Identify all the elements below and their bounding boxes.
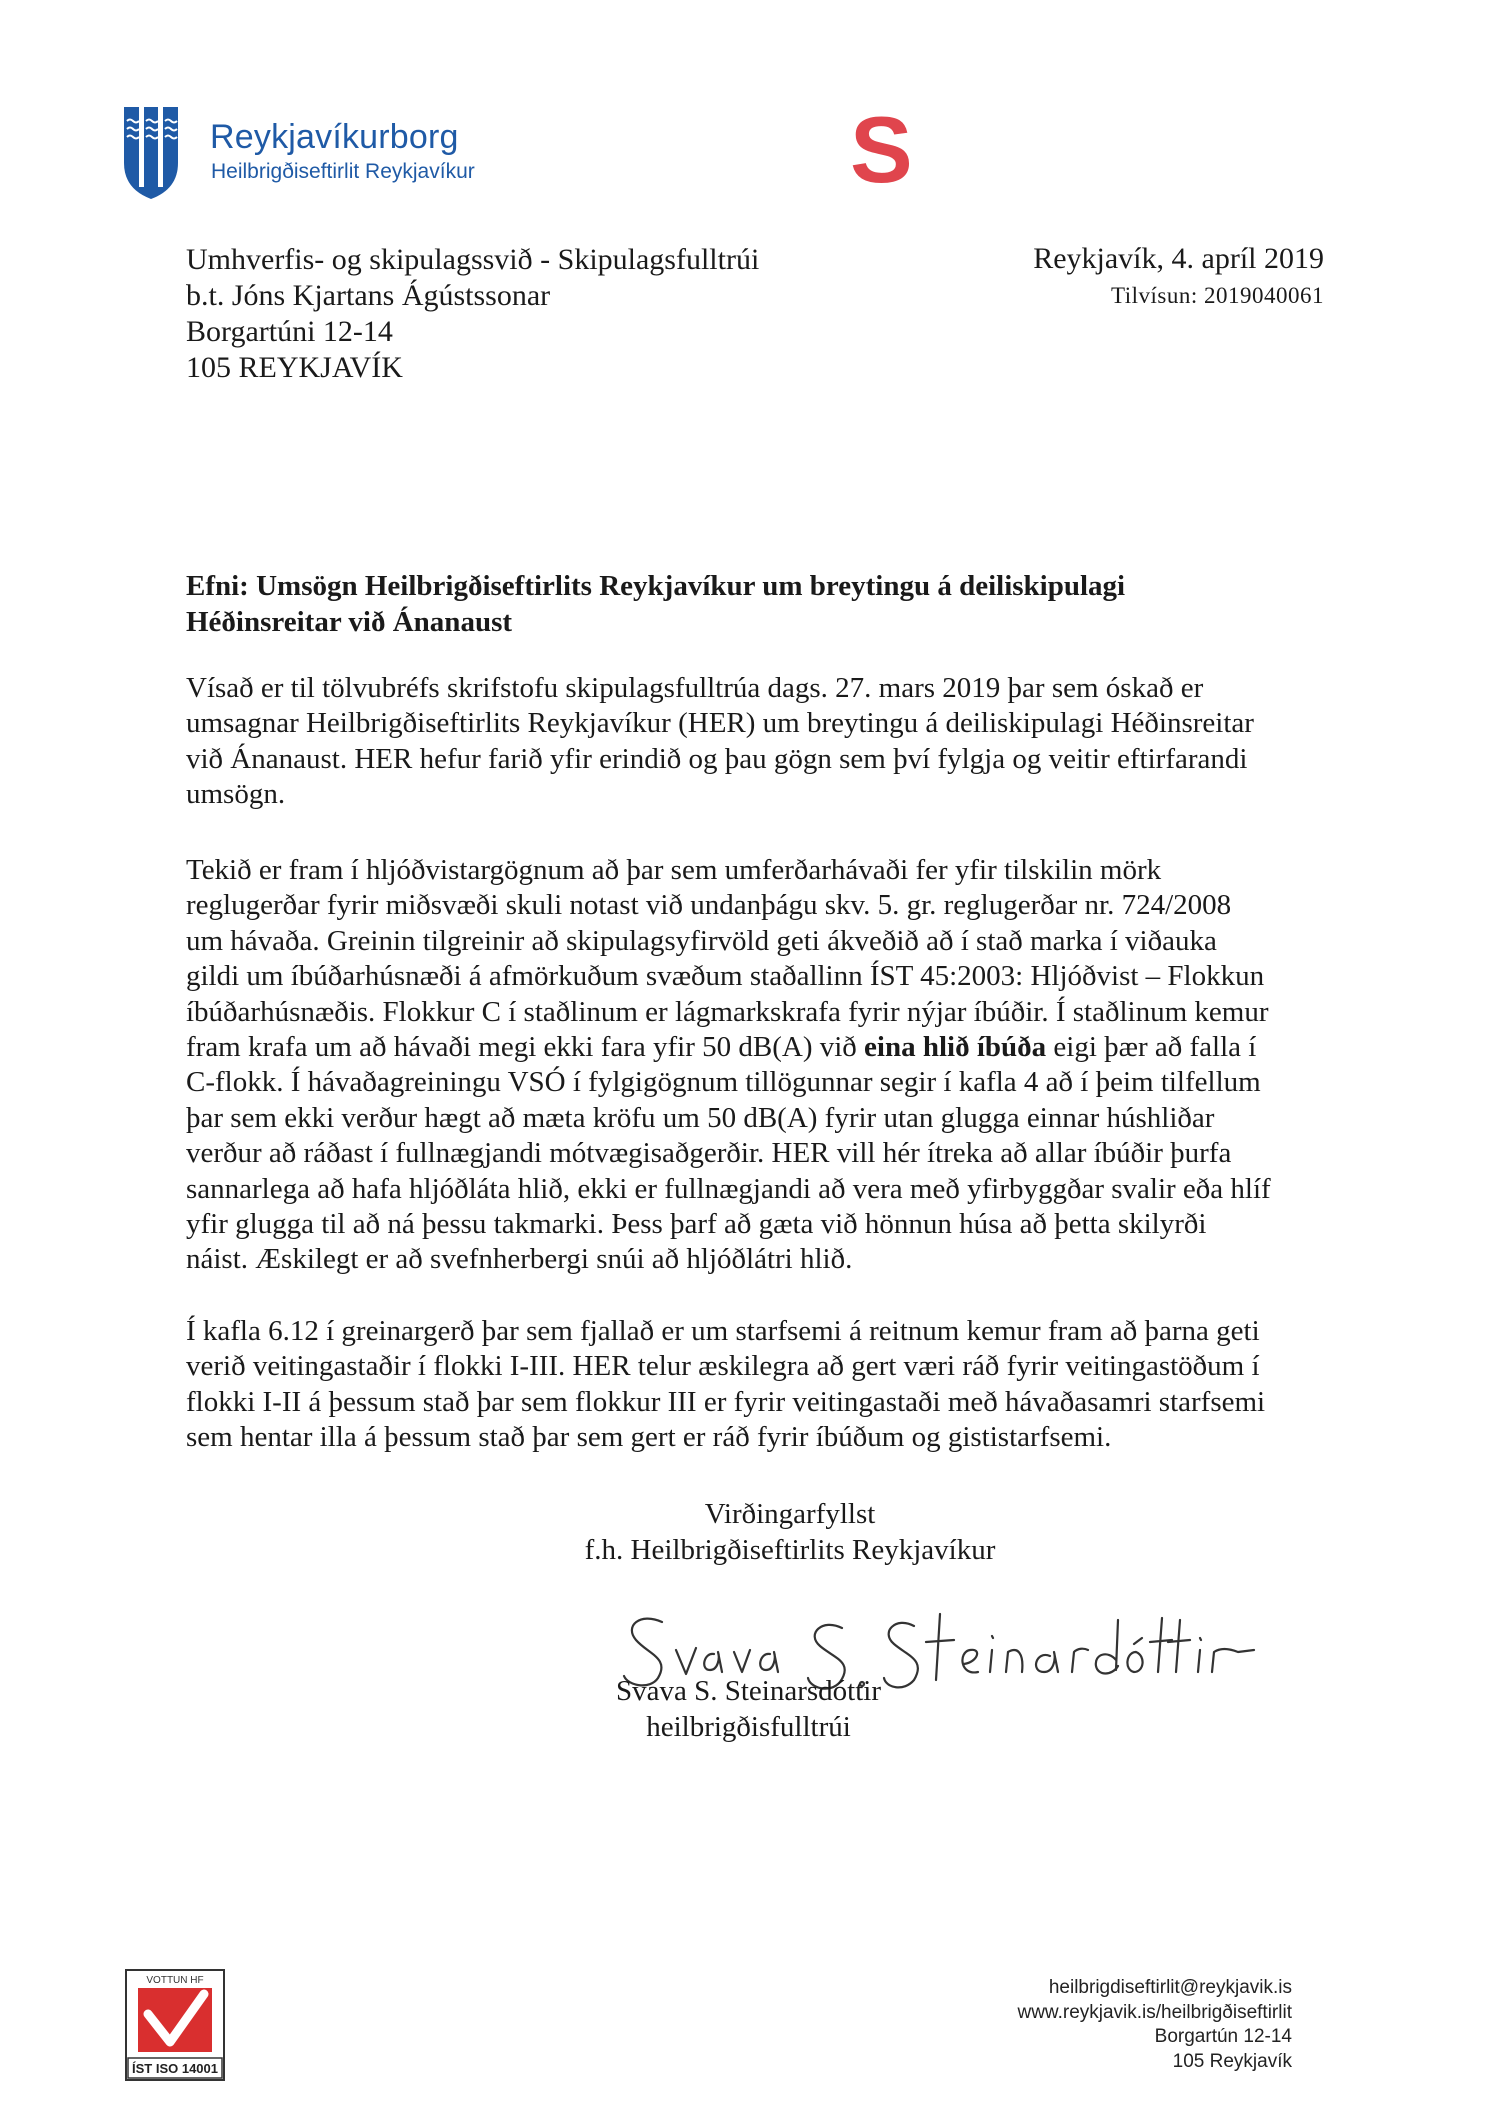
- signatory-name: Svava S. Steinarsdóttir: [616, 1675, 882, 1707]
- paragraph-text: fram krafa um að hávaði megi ekki fara yfir 50 dB(A) við: [186, 1031, 865, 1064]
- organization-subtitle: Heilbrigðiseftirlit Reykjavíkur: [211, 160, 475, 183]
- paragraph-line: við Ánanaust. HER hefur farið yfir erindið og þau gögn sem því fylgja og veitir eftirfarandi: [186, 742, 1248, 775]
- footer-email[interactable]: heilbrigdiseftirlit@reykjavik.is: [1048, 1977, 1292, 1998]
- paragraph-line: reglugerðar fyrir miðsvæði skuli notast við undanþágu skv. 5. gr. reglugerðar nr. 724/2008: [186, 889, 1232, 922]
- letter-date: Reykjavík, 4. apríl 2019: [1033, 242, 1324, 275]
- paragraph-line-with-emphasis: [186, 1030, 1326, 1065]
- reference-number: Tilvísun: 2019040061: [1110, 283, 1324, 308]
- footer-contact: [1017, 1976, 1292, 2074]
- body-paragraph-2: [186, 853, 1326, 1278]
- paragraph-line: yfir glugga til að ná þessu takmarki. Þess þarf að gæta við hönnun húsa að þetta skilyrði: [186, 1208, 1207, 1241]
- paragraph-line: Í kafla 6.12 í greinargerð þar sem fjallað er um starfsemi á reitnum kemur fram að þarna geti: [186, 1315, 1260, 1347]
- body-paragraph-3: [186, 1314, 1326, 1456]
- paragraph-line: umsagnar Heilbrigðiseftirlits Reykjavíkur (HER) um breytingu á deiliskipulagi Héðinsreitar: [186, 707, 1254, 740]
- subject-line: Héðinsreitar við Ánanaust: [186, 606, 513, 638]
- certification-top-text: VOTTUN HF: [146, 1975, 204, 1986]
- body-paragraph-1: [186, 671, 1326, 813]
- paragraph-text: eigi þær að falla í: [1046, 1031, 1257, 1064]
- paragraph-line: sem hentar illa á þessum stað þar sem gert er ráð fyrir íbúðum og gististarfsemi.: [186, 1421, 1112, 1454]
- iso-certification-badge-icon: [124, 1968, 226, 2082]
- signatory-block: [616, 1673, 881, 1745]
- paragraph-line: gildi um íbúðarhúsnæði á afmörkuðum svæðum staðallinn ÍST 45:2003: Hljóðvist – Flokkun: [186, 960, 1265, 993]
- s-stamp-mark: S: [850, 97, 913, 202]
- recipient-address: [186, 242, 759, 386]
- closing-line: f.h. Heilbrigðiseftirlits Reykjavíkur: [584, 1534, 996, 1566]
- recipient-line: Umhverfis- og skipulagssvið - Skipulagsfulltrúi: [186, 243, 760, 276]
- paragraph-line: umsögn.: [186, 778, 286, 811]
- paragraph-line: flokki I-II á þessum stað þar sem flokkur III er fyrir veitingastaði með hávaðasamri starfsemi: [186, 1385, 1266, 1418]
- footer-street: Borgartún 12-14: [1154, 2026, 1292, 2047]
- signatory-title: heilbrigðisfulltrúi: [646, 1711, 851, 1743]
- paragraph-line: íbúðarhúsnæðis. Flokkur C í staðlinum er lágmarkskrafa fyrir nýjar íbúðir. Í staðlinum kemur: [186, 995, 1269, 1028]
- footer-city: 105 Reykjavík: [1172, 2050, 1292, 2072]
- paragraph-line: sannarlega að hafa hljóðláta hlið, ekki er fullnægjandi að vera með yfirbyggðar svalir eða hlíf: [186, 1172, 1271, 1205]
- paragraph-line: Tekið er fram í hljóðvistargögnum að þar sem umferðarhávaði fer yfir tilskilin mörk: [186, 854, 1162, 886]
- organization-name: Reykjavíkurborg: [210, 118, 459, 156]
- closing: [540, 1496, 1040, 1568]
- subject-line: Efni: Umsögn Heilbrigðiseftirlits Reykjavíkur um breytingu á deiliskipulagi: [186, 570, 1126, 602]
- paragraph-line: náist. Æskilegt er að svefnherbergi snúi að hljóðlátri hlið.: [186, 1243, 853, 1276]
- paragraph-line: verður að ráðast í fullnægjandi mótvægisaðgerðir. HER vill hér ítreka að allar íbúðir þurfa: [186, 1137, 1232, 1170]
- recipient-line: b.t. Jóns Kjartans Ágústssonar: [186, 279, 551, 312]
- recipient-line: Borgartúni 12-14: [186, 315, 393, 348]
- paragraph-line: þar sem ekki verður hægt að mæta kröfu um 50 dB(A) fyrir utan glugga einnar húshliðar: [186, 1101, 1215, 1134]
- reykjavik-coat-of-arms-icon: [122, 105, 180, 201]
- paragraph-line: Vísað er til tölvubréfs skrifstofu skipulagsfulltrúa dags. 27. mars 2019 þar sem óskað er: [186, 672, 1204, 704]
- paragraph-line: um hávaða. Greinin tilgreinir að skipulagsyfirvöld geti ákveðið að í stað marka í viðauka: [186, 924, 1217, 957]
- paragraph-line: C-flokk. Í hávaðagreiningu VSÓ í fylgigögnum tillögunnar segir í kafla 4 að í þeim tilfellum: [186, 1066, 1261, 1099]
- recipient-line: 105 REYKJAVÍK: [186, 351, 403, 384]
- closing-line: Virðingarfyllst: [704, 1498, 876, 1530]
- certification-bottom-text: ÍST ISO 14001: [132, 2061, 218, 2076]
- paragraph-line: verið veitingastaðir í flokki I-III. HER telur æskilegra að gert væri ráð fyrir veitingastöðum í: [186, 1350, 1260, 1383]
- emphasis-text: eina hlið íbúða: [864, 1031, 1047, 1064]
- footer-website[interactable]: www.reykjavik.is/heilbrigðiseftirlit: [1017, 2001, 1292, 2023]
- letter-subject: [186, 568, 1266, 640]
